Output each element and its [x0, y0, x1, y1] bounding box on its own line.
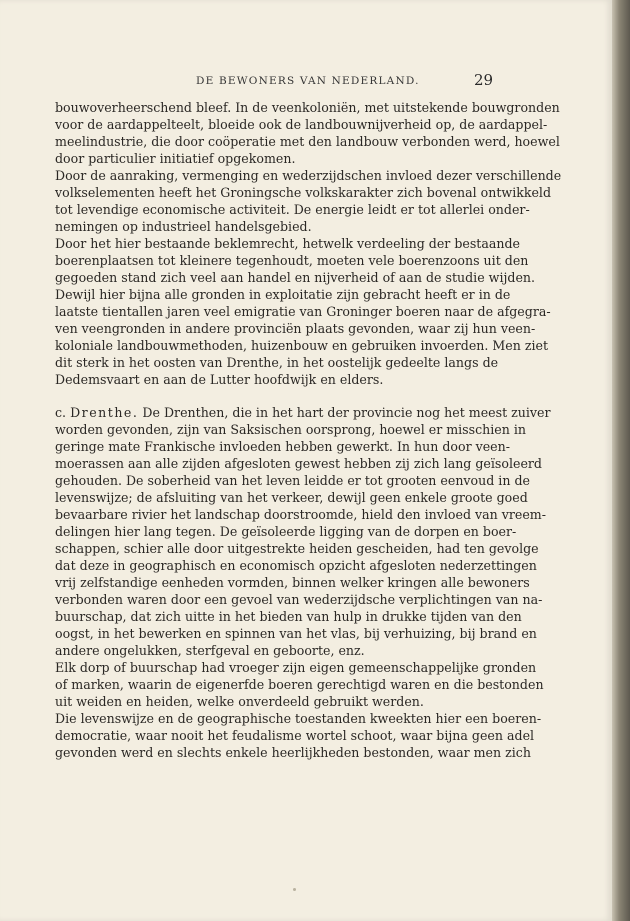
- text-line: voor de aardappelteelt, bloeide ook de landbouwnijverheid op, de aardappel-: [55, 117, 548, 132]
- text-line: gegoeden stand zich veel aan handel en nijverheid of aan de studie wijden.: [55, 270, 536, 285]
- text-line: moerassen aan alle zijden afgesloten gewest hebben zij zich lang geïsoleerd: [55, 456, 542, 471]
- text-line: andere ongelukken, sterfgeval en geboorte, enz.: [55, 643, 365, 658]
- text-line: Dewijl hier bijna alle gronden in exploitatie zijn gebracht heeft er in de: [55, 287, 511, 302]
- text-line: Dedemsvaart en aan de Lutter hoofdwijk en elders.: [55, 372, 384, 387]
- text-line: gevonden werd en slechts enkele heerlijkheden bestonden, waar men zich: [55, 745, 531, 760]
- text-line: boerenplaatsen tot kleinere tegenhoudt, moeten vele boerenzoons uit den: [55, 253, 529, 268]
- text-line: dat deze in geographisch en economisch opzicht afgesloten nederzettingen: [55, 558, 537, 573]
- text-line: delingen hier lang tegen. De geïsoleerde ligging van de dorpen en boer-: [55, 524, 517, 539]
- text-line: democratie, waar nooit het feudalisme wortel schoot, waar bijna geen adel: [55, 728, 535, 743]
- text-line: Door de aanraking, vermenging en wederzijdschen invloed dezer verschillende: [55, 168, 562, 183]
- text-line: nemingen op industrieel handelsgebied.: [55, 219, 312, 234]
- text-line: verbonden waren door een gevoel van wederzijdsche verplichtingen van na-: [55, 592, 543, 607]
- text-line: uit weiden en heiden, welke onverdeeld gebruikt werden.: [55, 694, 424, 709]
- text-line: dit sterk in het oosten van Drenthe, in het oostelijk gedeelte langs de: [55, 355, 499, 370]
- section-heading: Drenthe.: [70, 405, 139, 420]
- text-line: gehouden. De soberheid van het leven leidde er tot grooten eenvoud in de: [55, 473, 530, 488]
- text-line: bevaarbare rivier het landschap doorstroomde, hield den invloed van vreem-: [55, 507, 547, 522]
- text-line: schappen, schier alle door uitgestrekte heiden gescheiden, had ten gevolge: [55, 541, 539, 556]
- text-line: buurschap, dat zich uitte in het bieden van hulp in drukke tijden van den: [55, 609, 522, 624]
- text-line: meelindustrie, die door coöperatie met den landbouw verbonden werd, hoewel: [55, 134, 560, 149]
- text-line: bouwoverheerschend bleef. In de veenkoloniën, met uitstekende bouwgronden: [55, 100, 560, 115]
- text-line: vrij zelfstandige eenheden vormden, binnen welker kringen alle bewoners: [55, 575, 530, 590]
- text-line: levenswijze; de afsluiting van het verkeer, dewijl geen enkele groote goed: [55, 490, 528, 505]
- page-speck: [293, 888, 296, 891]
- page-edge: [612, 0, 630, 921]
- text-line: volkselementen heeft het Groningsche volkskarakter zich bovenal ontwikkeld: [55, 185, 552, 200]
- text-line: koloniale landbouwmethoden, huizenbouw en gebruiken invoerden. Men ziet: [55, 338, 549, 353]
- running-title: DE BEWONERS VAN NEDERLAND.: [196, 75, 420, 87]
- text-line: Die levenswijze en de geographische toestanden kweekten hier een boeren-: [55, 711, 542, 726]
- text-line: Door het hier bestaande beklemrecht, hetwelk verdeeling der bestaande: [55, 236, 521, 251]
- text-line: ven veengronden in andere provinciën plaats gevonden, waar zij hun veen-: [55, 321, 536, 336]
- text-line: laatste tientallen jaren veel emigratie van Groninger boeren naar de afgegra-: [55, 304, 551, 319]
- text-line: geringe mate Frankische invloeden hebben gewerkt. In hun door veen-: [55, 439, 511, 454]
- section-marker: c.: [55, 405, 67, 420]
- text-line: tot levendige economische activiteit. De energie leidt er tot allerlei onder-: [55, 202, 530, 217]
- section-c-first-line: [55, 405, 551, 421]
- page-number: 29: [474, 71, 494, 89]
- text-line: Elk dorp of buurschap had vroeger zijn eigen gemeenschappelijke gronden: [55, 660, 537, 675]
- text-line: worden gevonden, zijn van Saksischen oorsprong, hoewel er misschien in: [55, 422, 527, 437]
- text-line: De Drenthen, die in het hart der provincie nog het meest zuiver: [142, 405, 551, 420]
- text-line: door particulier initiatief opgekomen.: [55, 151, 296, 166]
- text-line: of marken, waarin de eigenerfde boeren gerechtigd waren en die bestonden: [55, 677, 544, 692]
- text-line: oogst, in het bewerken en spinnen van het vlas, bij verhuizing, bij brand en: [55, 626, 537, 641]
